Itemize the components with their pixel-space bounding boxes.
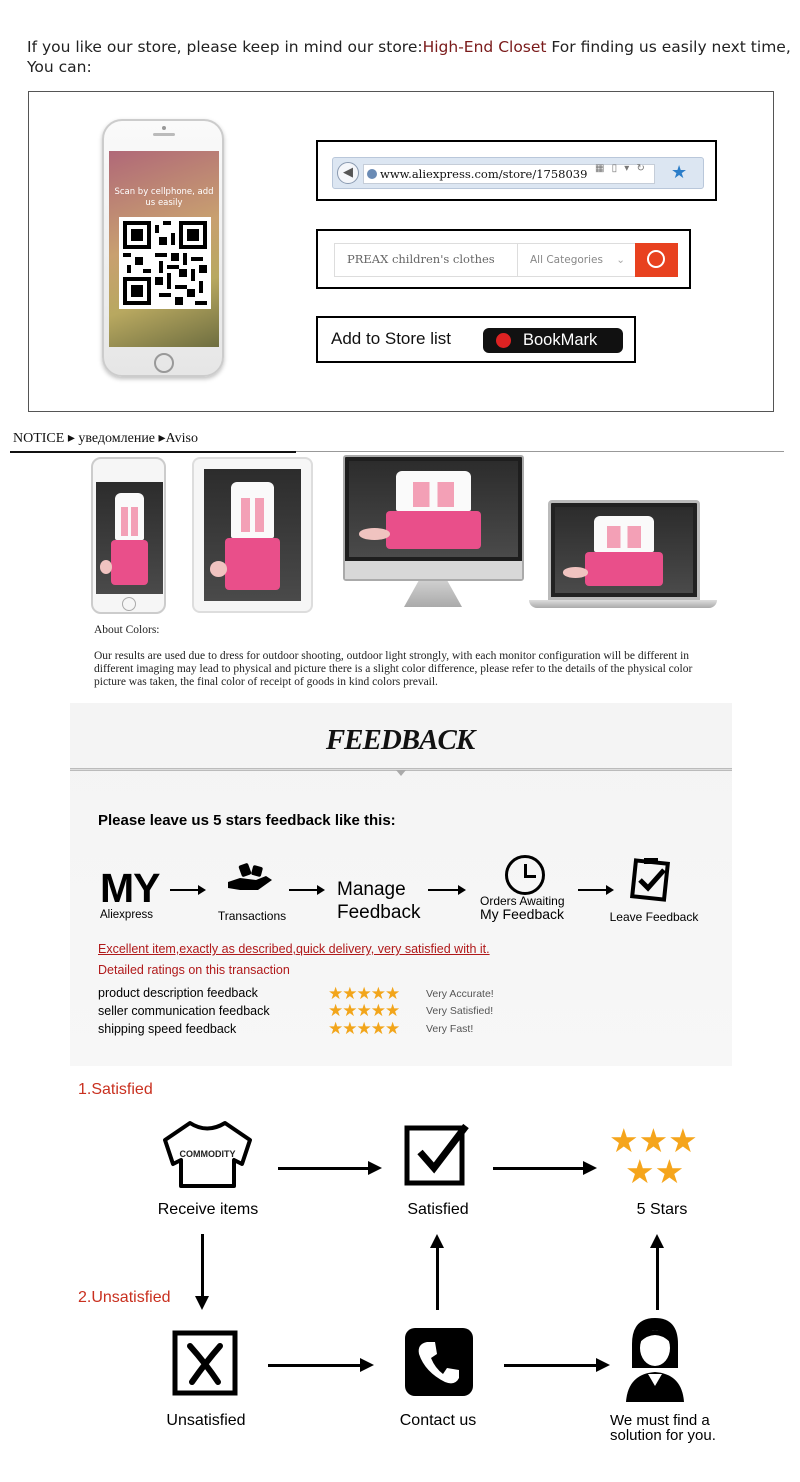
store-search-box [316,229,691,289]
phone-icon [405,1328,473,1396]
search-icon [647,250,665,268]
laptop-base [529,600,717,608]
solution-label: We must find a solution for you. [610,1412,716,1444]
notice-heading: NOTICE ▸ уведомление ▸Aviso [13,431,198,446]
arrow-right-icon [428,889,464,891]
satisfied-path-label: 1.Satisfied [78,1081,153,1098]
arrow-right-icon [170,889,204,891]
phone-home-button [154,353,174,373]
phone-camera [162,126,166,130]
monitor-stand [404,581,462,607]
arrow-right-icon [504,1364,606,1367]
search-button[interactable] [635,243,678,277]
back-arrow-icon[interactable]: ◀ [337,162,359,184]
browser-tools-icons[interactable]: ▦ ▯ ▾ ↻ [595,163,647,174]
heart-icon [496,333,511,348]
intro-suffix: For finding us easily next time, [546,38,791,56]
hand-money-icon [226,862,274,898]
store-intro [27,37,797,77]
phone-home-button [122,597,136,611]
orders-awaiting-text: Orders Awaiting [480,894,565,908]
device-laptop [548,500,700,600]
checkbox-icon [404,1122,470,1188]
arrow-up-icon [656,1238,659,1310]
clock-icon [505,855,545,895]
orders-awaiting-label [480,895,565,921]
manage-text: Manage [337,879,406,900]
intro-prefix: If you like our store, please keep in mind our store: [27,38,423,56]
rating-note: Very Accurate! [426,988,494,1000]
star-icon: ★★★ [609,1121,698,1160]
rating-note: Very Fast! [426,1023,474,1035]
arrow-up-icon [436,1238,439,1310]
globe-icon [367,169,377,179]
manage-feedback-label [337,878,420,924]
phone-mockup [102,119,224,377]
satisfied-label: Satisfied [407,1201,469,1218]
device-monitor [343,455,524,581]
leave-feedback-label: Leave Feedback [609,910,699,924]
unsatisfied-label: Unsatisfied [166,1412,246,1429]
bookmark-button-label: BookMark [523,331,598,349]
search-input[interactable]: PREAX children's clothes [347,252,495,266]
qr-code[interactable] [119,217,211,309]
device-tablet [192,457,313,613]
phone-screen [109,151,219,347]
arrow-down-icon [201,1234,204,1306]
five-stars-label: 5 Stars [636,1201,688,1218]
arrow-right-icon [493,1167,593,1170]
phone-speaker [153,133,175,136]
receive-items-label: Receive items [157,1201,259,1218]
search-bar [334,243,678,277]
my-aliexpress-logo: MY [100,865,160,911]
rating-label: product description feedback [98,986,258,1000]
bookmark-star-icon[interactable]: ★ [671,162,688,183]
add-to-store-list-box [316,316,636,363]
about-colors-text: Our results are used due to dress for outdoor shooting, outdoor light strongly, with each monitor configuration will be different in different imaging may lead to physical and picture there is a slight color difference, please refer to the details of the physical color picture was taken, the final color of receipt of goods in kind colors prevail. [94,650,693,688]
store-name: High-End Closet [422,38,547,56]
rating-label: shipping speed feedback [98,1022,237,1036]
feedback-divider-notch [396,770,406,776]
transactions-label: Transactions [217,909,287,923]
category-value: All Categories [530,254,603,266]
add-to-store-list-label: Add to Store list [331,329,452,348]
category-select[interactable] [517,244,635,276]
feedback-text: Feedback [337,902,421,923]
rating-stars: ★★★★★ [328,1001,400,1021]
arrow-right-icon [289,889,323,891]
excellent-comment: Excellent item,exactly as described,quick delivery, very satisfied with it. [98,942,490,956]
arrow-right-icon [278,1167,378,1170]
detailed-ratings-heading: Detailed ratings on this transaction [98,963,290,977]
intro-line2: You can: [27,58,92,76]
address-bar [332,157,704,189]
about-colors-heading: About Colors: [94,624,160,636]
contact-us-label: Contact us [399,1412,477,1429]
arrow-right-icon [578,889,612,891]
notice-divider [296,451,784,452]
notice-underline [10,451,296,453]
product-image [349,461,518,557]
rating-stars: ★★★★★ [328,984,400,1004]
checklist-icon [630,856,672,902]
device-phone [91,457,166,614]
shirt-icon [160,1120,255,1190]
product-image [96,482,163,594]
feedback-title: FEEDBACK [325,724,475,756]
monitor-chin [345,561,522,579]
rating-stars: ★★★★★ [328,1019,400,1039]
url-text: www.aliexpress.com/store/1758039 [380,167,588,181]
rating-label: seller communication feedback [98,1004,270,1018]
my-feedback-text: My Feedback [480,906,565,922]
arrow-right-icon [268,1364,370,1367]
scan-text: Scan by cellphone, add us easily [114,187,214,208]
product-image [204,469,301,601]
aliexpress-label: Aliexpress [100,909,154,921]
browser-address-box [316,140,717,201]
rating-note: Very Satisfied! [426,1005,494,1017]
support-agent-icon [622,1316,688,1402]
commodity-text: COMMODITY [179,1149,236,1159]
unsatisfied-path-label: 2.Unsatisfied [78,1289,171,1306]
product-image [555,507,693,593]
star-icon: ★★ [625,1152,685,1191]
feedback-subtitle: Please leave us 5 stars feedback like this: [98,812,396,829]
cross-box-icon [172,1330,240,1396]
chevron-down-icon: ⌄ [616,254,625,266]
bookmark-button[interactable] [483,328,623,353]
